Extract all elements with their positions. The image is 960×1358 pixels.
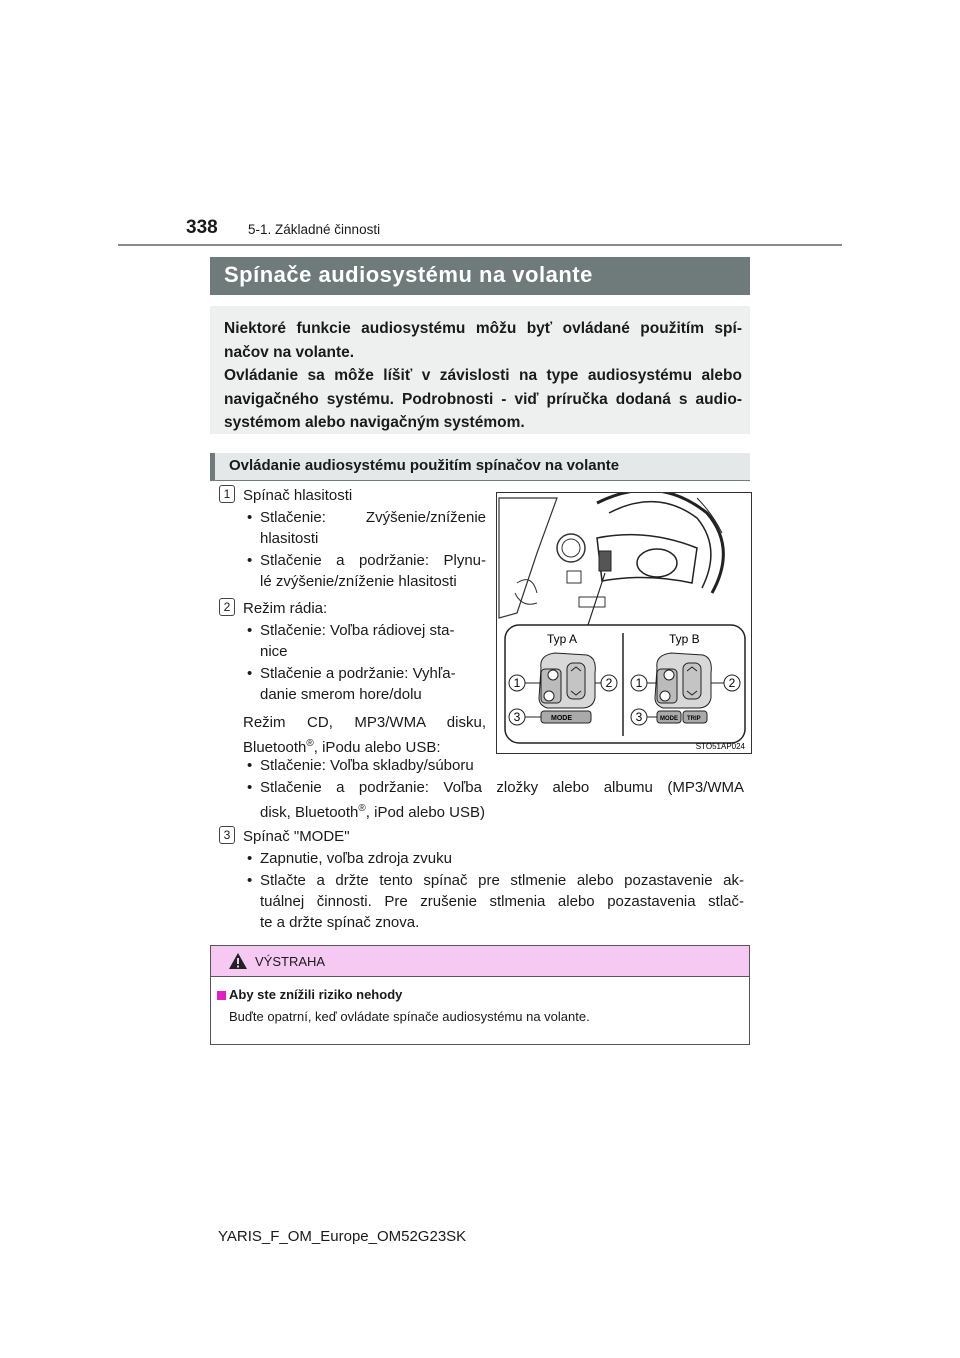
item-2-bullet-4-cont [260,798,485,824]
callout-3-a: 3 [513,710,521,724]
item-2-cd-mode: Režim CD, MP3/WMA disku, [243,714,486,731]
item-1-title: Spínač hlasitosti [243,487,353,504]
figure-label-typ-a: Typ A [547,632,578,646]
cd-line-text-end: , iPodu alebo USB: [313,739,441,756]
section-reference: 5-1. Základné činnosti [248,222,381,237]
intro-paragraph-1: Niektoré funkcie audiosystému môžu byť ovládané použitím spí-načov na volante. [224,320,742,361]
bullet-dot: • [247,665,253,682]
item-3-bullet-1: Zapnutie, voľba zdroja zvuku [260,850,452,867]
switch-panel-typ-b [655,653,711,723]
page-number: 338 [186,217,218,238]
callout-1-b: 1 [635,676,643,690]
bullet-dot: • [247,872,253,889]
section-subheader: Ovládanie audiosystému použitím spínačov na volante [210,453,750,481]
bullet-4-text: disk, Bluetooth [260,804,359,821]
mode-button-label-a: MODE [551,715,572,722]
warning-heading: Aby ste znížili riziko nehody [229,987,403,1002]
header-divider [118,244,842,246]
switch-panel-typ-a [539,653,595,723]
warning-bullet-square [217,991,226,1000]
callout-2-a: 2 [605,676,613,690]
callout-2-b: 2 [728,676,736,690]
warning-label: VÝSTRAHA [255,954,326,969]
bullet-4-text-end: , iPod alebo USB) [365,804,486,821]
mode-button-label-b: MODE [660,716,678,722]
intro-box [210,306,750,434]
item-1-bullet-1-cont: hlasitosti [260,530,319,547]
registered-mark: ® [358,803,366,814]
warning-triangle-icon [228,952,248,970]
bullet-dot: • [247,509,253,526]
item-1-bullet-2-cont: lé zvýšenie/zníženie hlasitosti [260,573,457,590]
bullet-dot: • [247,622,253,639]
callout-3-b: 3 [635,710,643,724]
item-2-bullet-4: Stlačenie a podržanie: Voľba zložky alebo albumu (MP3/WMA [260,779,744,796]
warning-text: Buďte opatrní, keď ovládate spínače audiosystému na volante. [229,1009,590,1024]
item-2-bullet-1-cont: nice [260,643,288,660]
item-2-bullet-1: Stlačenie: Voľba rádiovej sta- [260,622,455,639]
item-2-bullet-2: Stlačenie a podržanie: Vyhľa- [260,665,456,682]
item-3-title: Spínač "MODE" [243,828,350,845]
registered-mark: ® [306,738,314,749]
item-2-title: Režim rádia: [243,600,328,617]
item-3-bullet-2-end: te a držte spínač znova. [260,914,420,931]
item-3-bullet-2-cont: tuálnej činnosti. Pre zrušenie stlmenia alebo pozastavenia stlač- [260,893,744,910]
steering-wheel-illustration [497,493,751,753]
bullet-dot: • [247,850,253,867]
item-number-3: 3 [219,826,235,844]
warning-box [210,945,750,1045]
page-title: Spínače audiosystému na volante [210,257,750,295]
bullet-dot: • [247,552,253,569]
bullet-dot: • [247,779,253,796]
cd-line-text: Bluetooth [243,739,307,756]
intro-paragraph-2: Ovládanie sa môže líšiť v závislosti na type audiosystému alebo navigačného systému. Podrobnosti - viď príručka dodaná s audio-systémom alebo navigačným systémom. [224,367,742,431]
trip-button-label: TRIP [687,716,701,722]
callout-1-a: 1 [513,676,521,690]
item-2-bullet-3: Stlačenie: Voľba skladby/súboru [260,757,474,774]
item-3-bullet-2: Stlačte a držte tento spínač pre stlmenie alebo pozastavenie ak- [260,872,744,889]
steering-wheel-figure [496,492,752,754]
item-1-bullet-2: Stlačenie a podržanie: Plynu- [260,552,486,569]
item-number-2: 2 [219,598,235,616]
figure-label-typ-b: Typ B [669,632,700,646]
bullet-dot: • [247,757,253,774]
warning-header [211,946,749,977]
item-2-bullet-2-cont: danie smerom hore/dolu [260,686,422,703]
item-number-1: 1 [219,485,235,503]
figure-code: STO51AP024 [695,742,745,751]
item-1-bullet-1: Stlačenie: Zvýšenie/zníženie [260,509,486,526]
document-footer: YARIS_F_OM_Europe_OM52G23SK [218,1228,467,1245]
